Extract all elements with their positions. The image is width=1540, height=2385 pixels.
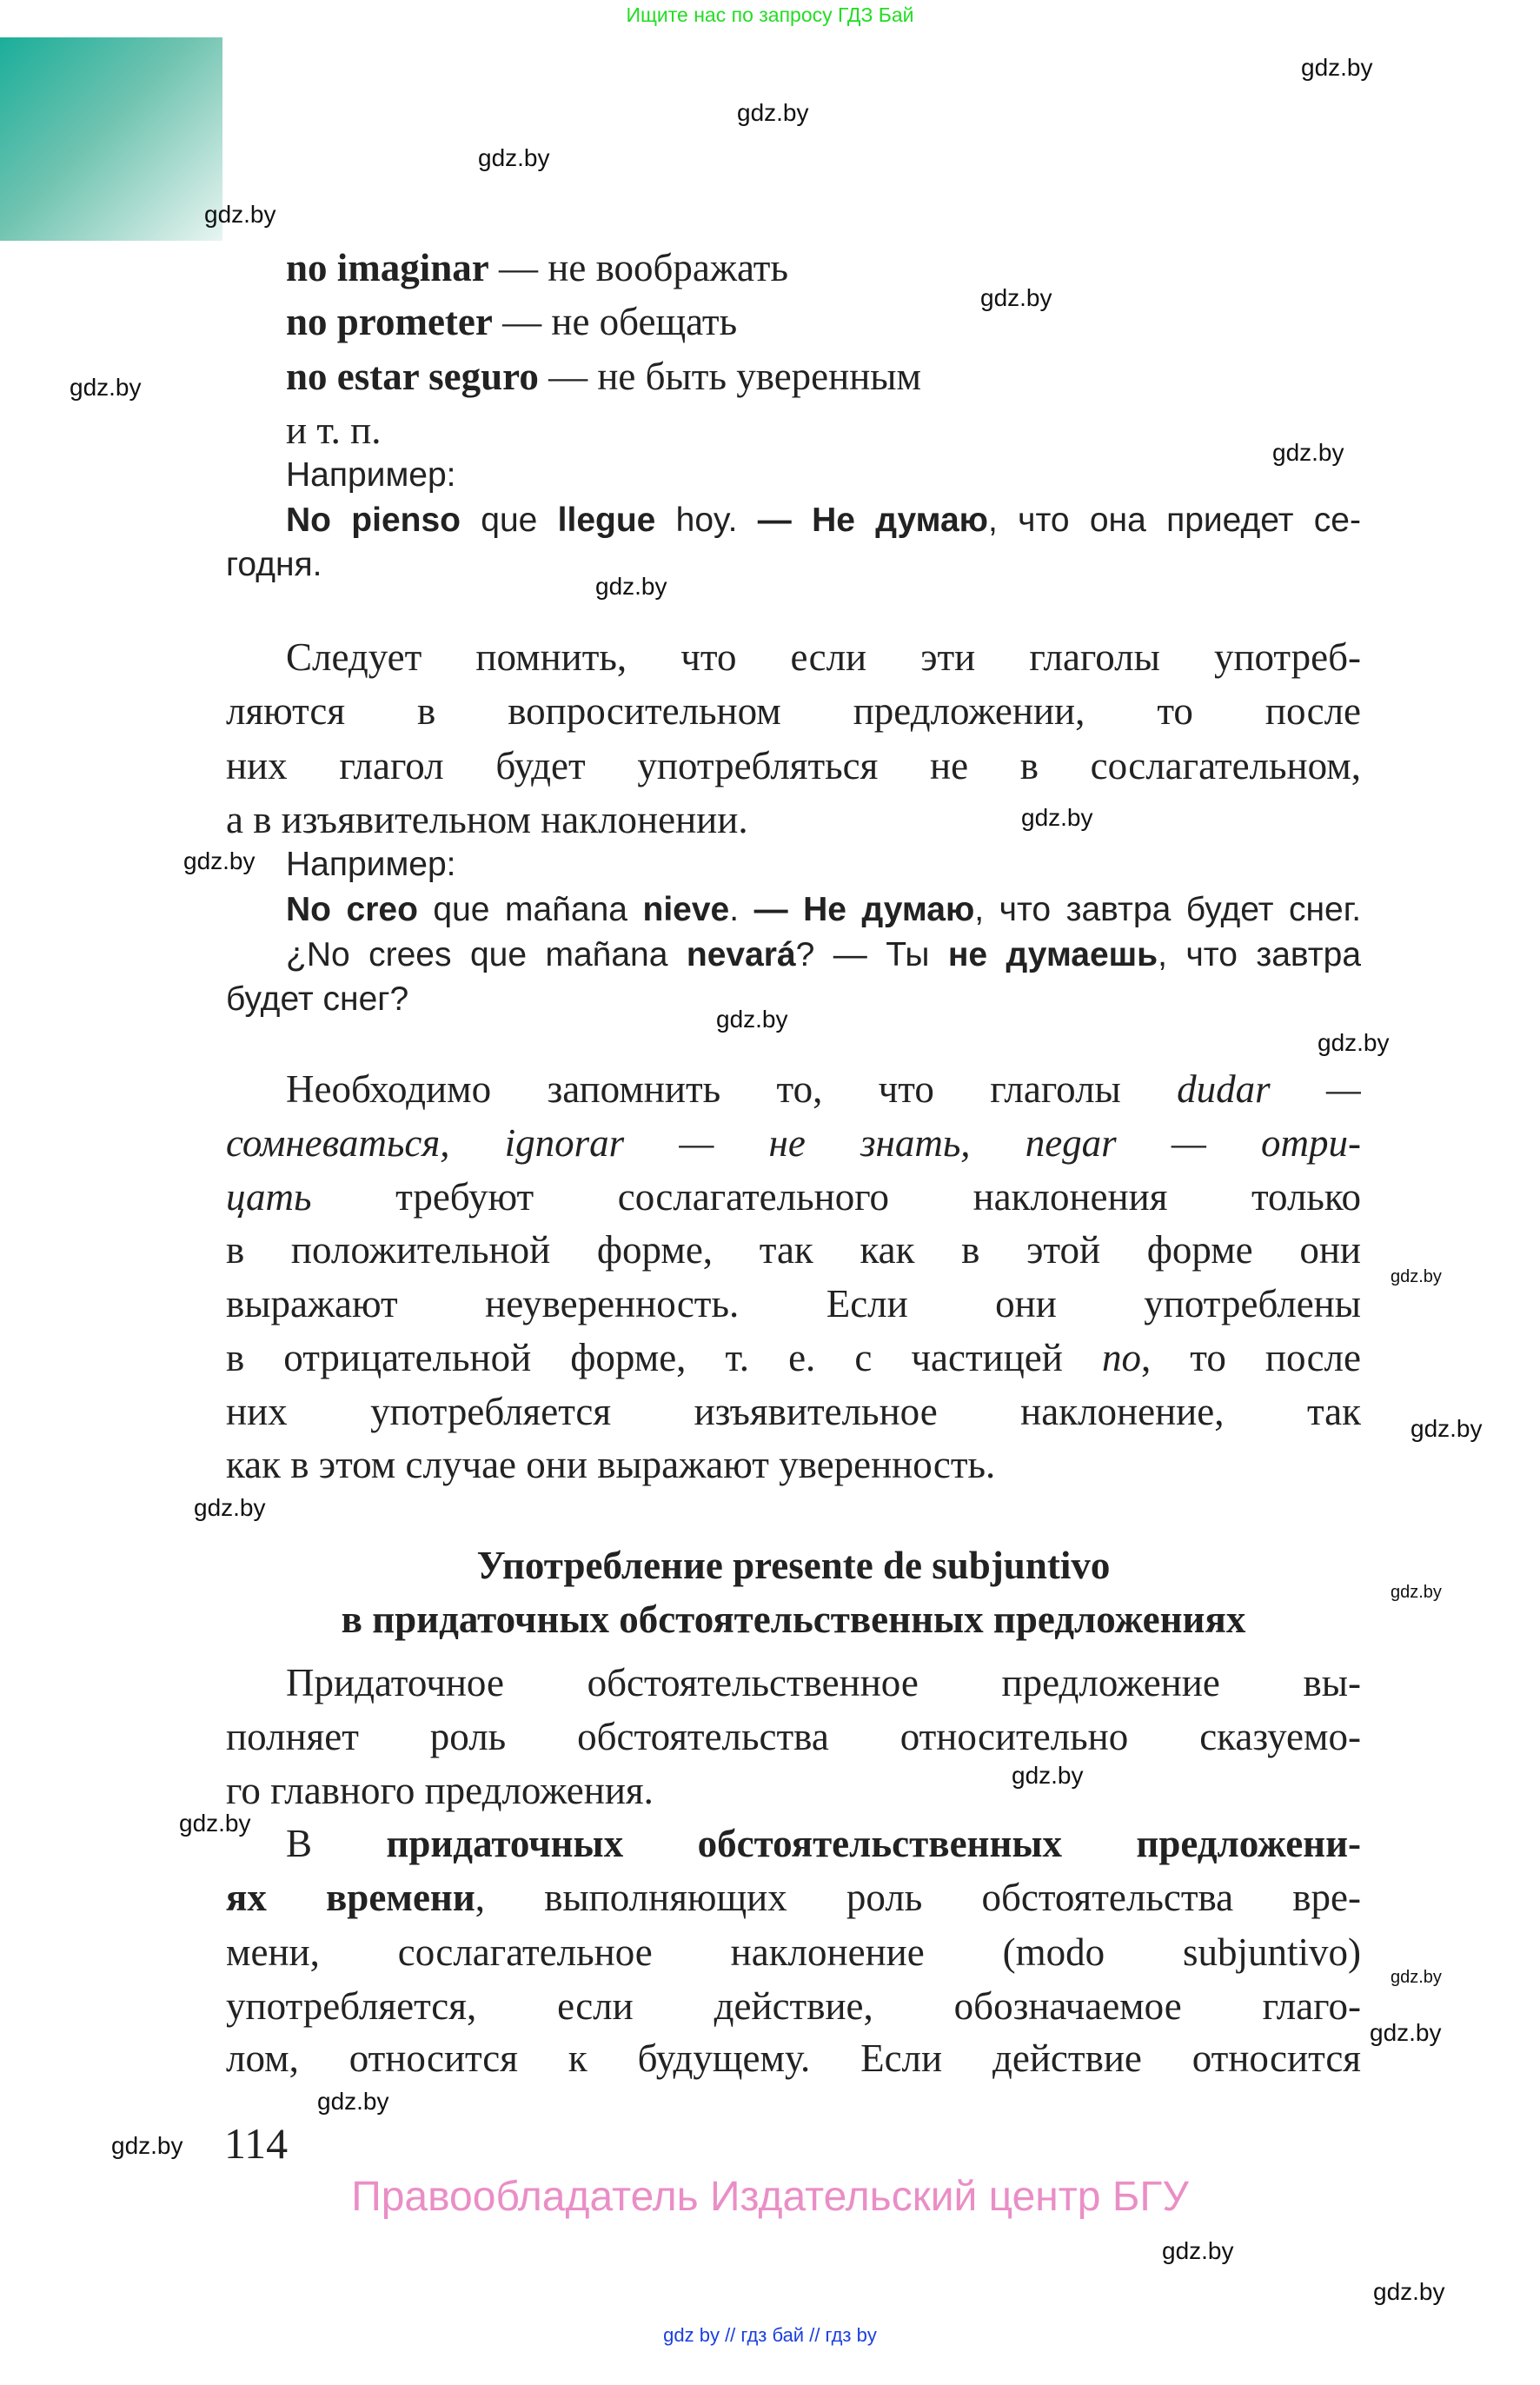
text-line — [226, 1281, 1361, 1326]
italic-text: no — [1101, 1336, 1141, 1379]
section-heading-line — [226, 1543, 1361, 1588]
text-segment: будет снег? — [226, 980, 409, 1018]
watermark: gdz.by — [1162, 2237, 1234, 2264]
text-segment: в отрицательной форме, т. е. с частицей — [226, 1336, 1102, 1379]
bold-text: ях времени — [226, 1876, 475, 1919]
watermark: gdz.by — [595, 573, 667, 600]
watermark: gdz.by — [179, 1810, 251, 1837]
text-segment: выражают неуверенность. Если они употреблены — [226, 1282, 1361, 1325]
text-segment: как в этом случае они выражают уверенность. — [226, 1443, 996, 1486]
text-line — [226, 1714, 1361, 1759]
text-line — [226, 1983, 1361, 2029]
text-segment: Необходимо запомнить то, что глаголы — [286, 1067, 1178, 1111]
watermark: gdz.by — [1373, 2278, 1445, 2305]
watermark: gdz.by — [1391, 1583, 1442, 1602]
bold-text: No pienso — [286, 502, 461, 539]
text-line — [286, 1660, 1361, 1705]
watermark: gdz.by — [183, 847, 256, 874]
text-segment: , что завтра — [1158, 936, 1361, 973]
bold-text: nevará — [686, 936, 796, 973]
text-segment: ? — Ты — [795, 936, 948, 973]
text-line — [286, 1066, 1361, 1112]
bold-text: no prometer — [286, 300, 493, 343]
text-segment: — не быть уверенным — [538, 355, 922, 398]
text-line — [226, 542, 322, 588]
watermark: gdz.by — [1012, 1762, 1084, 1789]
text-segment: го главного предложения. — [226, 1769, 654, 1812]
italic-text: dudar — — [1177, 1067, 1361, 1111]
text-line — [226, 1120, 1361, 1166]
text-line — [286, 842, 455, 887]
watermark: gdz.by — [1391, 1968, 1442, 1987]
text-segment: , что она приедет се- — [987, 502, 1361, 539]
text-segment: que — [460, 502, 558, 539]
text-segment: мени, сослагательное наклонение (modo subjuntivo) — [226, 1930, 1361, 1974]
watermark: gdz.by — [737, 99, 809, 126]
text-segment: Например: — [286, 846, 456, 883]
bold-text: в придаточных обстоятельственных предложениях — [341, 1598, 1246, 1641]
text-segment: que mañana — [417, 891, 643, 928]
text-segment: , то после — [1140, 1336, 1361, 1379]
text-segment: Следует помнить, что если эти глаголы употреб- — [286, 635, 1361, 679]
text-line — [226, 1174, 1361, 1219]
text-line — [286, 1821, 1361, 1866]
bold-text: no imaginar — [286, 246, 489, 289]
text-segment: лом, относится к будущему. Если действие относится — [226, 2036, 1361, 2080]
watermark: gdz.by — [1411, 1415, 1483, 1442]
watermark: gdz.by — [70, 374, 142, 401]
text-segment: Например: — [286, 456, 456, 494]
text-segment: а в изъявительном наклонении. — [226, 798, 748, 841]
text-line — [226, 1875, 1361, 1920]
watermark: gdz.by — [194, 1494, 266, 1521]
text-segment: них употребляется изъявительное наклонение, так — [226, 1390, 1361, 1433]
text-segment: , что завтра будет снег. — [974, 891, 1361, 928]
watermark: gdz.by — [478, 144, 550, 171]
watermark: gdz.by — [1318, 1029, 1390, 1056]
text-segment: требуют сослагательного наклонения только — [311, 1175, 1361, 1219]
text-line — [226, 1768, 654, 1813]
watermark: gdz.by — [1272, 439, 1344, 466]
text-segment: в положительной форме, так как в этой форме они — [226, 1228, 1361, 1272]
bold-text: no estar seguro — [286, 355, 539, 398]
bold-text: No creo — [286, 891, 418, 928]
bold-text: llegue — [557, 502, 656, 539]
watermark: gdz.by — [1370, 2019, 1442, 2046]
watermark: gdz.by — [1301, 54, 1373, 81]
watermark: gdz.by — [716, 1006, 788, 1033]
text-segment: . — [729, 891, 754, 928]
text-line — [286, 408, 381, 453]
bold-text: не думаешь — [947, 936, 1158, 973]
italic-text: цать — [226, 1175, 312, 1219]
text-segment: них глагол будет употребляться не в сослагательном, — [226, 744, 1361, 787]
text-line — [226, 1389, 1361, 1434]
italic-text: сомневаться, ignorar — не знать, negar — отри- — [226, 1121, 1361, 1165]
text-line — [226, 977, 408, 1022]
watermark: gdz.by — [1391, 1267, 1442, 1286]
watermark: gdz.by — [111, 2132, 183, 2159]
text-line — [286, 245, 788, 290]
text-line — [286, 887, 1361, 933]
footer-links[interactable]: gdz by // гдз бай // гдз by — [663, 2324, 877, 2346]
text-segment: В — [286, 1822, 387, 1865]
text-segment: Придаточное обстоятельственное предложение вы- — [286, 1661, 1361, 1704]
text-segment: и т. п. — [286, 409, 382, 452]
text-segment: ¿No crees que mañana — [286, 936, 687, 973]
bold-text: придаточных обстоятельственных предложени- — [386, 1822, 1361, 1865]
text-line — [226, 1930, 1361, 1975]
text-segment: — не воображать — [488, 246, 788, 289]
bold-text: nieve — [642, 891, 730, 928]
text-line — [286, 933, 1361, 978]
text-segment: употребляется, если действие, обозначаемое глаго- — [226, 1984, 1361, 2028]
text-line — [226, 743, 1361, 788]
copyright-owner: Правообладатель Издательский центр БГУ — [351, 2174, 1189, 2220]
text-line — [286, 299, 737, 344]
section-heading-line — [226, 1597, 1361, 1642]
watermark: gdz.by — [1021, 804, 1093, 831]
search-banner: Ищите нас по запросу ГДЗ Бай — [626, 3, 914, 26]
text-line — [226, 2036, 1361, 2081]
text-line — [286, 634, 1361, 680]
watermark: gdz.by — [980, 284, 1052, 311]
text-line — [226, 797, 748, 842]
text-line — [286, 354, 921, 399]
text-line — [226, 1335, 1361, 1380]
bold-text: — Не думаю — [757, 502, 988, 539]
text-line — [286, 498, 1361, 543]
text-line — [226, 688, 1361, 734]
text-segment: hoy. — [655, 502, 758, 539]
page-number: 114 — [224, 2119, 289, 2168]
text-segment: годня. — [226, 546, 322, 583]
text-line — [226, 1442, 995, 1487]
bold-text: — Не думаю — [753, 891, 975, 928]
text-line — [226, 1227, 1361, 1272]
bold-text: Употребление presente de subjuntivo — [476, 1544, 1111, 1587]
watermark: gdz.by — [204, 201, 276, 228]
text-segment: — не обещать — [492, 300, 738, 343]
decorative-teal-block — [0, 37, 222, 241]
text-segment: , выполняющих роль обстоятельства вре- — [475, 1876, 1361, 1919]
text-segment: полняет роль обстоятельства относительно сказуемо- — [226, 1715, 1361, 1758]
text-segment: ляются в вопросительном предложении, то после — [226, 689, 1361, 733]
text-line — [286, 453, 455, 498]
watermark: gdz.by — [317, 2088, 389, 2115]
